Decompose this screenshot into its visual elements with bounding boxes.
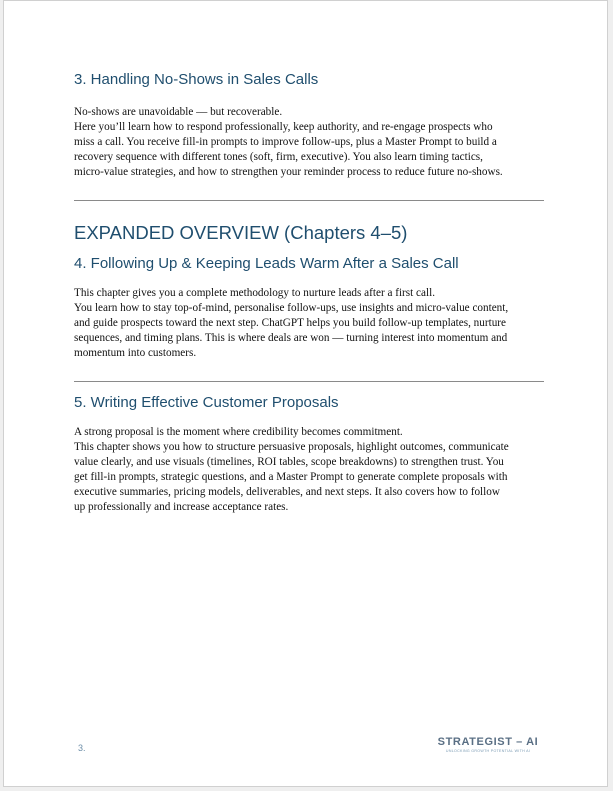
body-line: sequences, and timing plans. This is where deals are won — turning interest into momentum and (74, 332, 508, 344)
body-line: recovery sequence with different tones (soft, firm, executive). You also learn timing tactics, (74, 151, 483, 163)
body-line: miss a call. You receive fill-in prompts to improve follow-ups, plus a Master Prompt to build a (74, 136, 497, 148)
body-line: A strong proposal is the moment where credibility becomes commitment. (74, 426, 403, 438)
body-line: You learn how to stay top-of-mind, personalise follow-ups, use insights and micro-value content, (74, 302, 509, 314)
section-5-body (74, 425, 544, 515)
section-3-body (74, 105, 544, 180)
body-line: This chapter shows you how to structure persuasive proposals, highlight outcomes, communicate (74, 441, 509, 453)
section-divider (74, 381, 544, 382)
body-line: executive summaries, pricing models, deliverables, and next steps. It also covers how to follow (74, 486, 500, 498)
section-3-heading: 3. Handling No-Shows in Sales Calls (74, 71, 319, 88)
body-line: No-shows are unavoidable — but recoverable. (74, 106, 283, 118)
body-line: micro-value strategies, and how to strengthen your reminder process to reduce future no-shows. (74, 166, 503, 178)
body-line: up professionally and increase acceptance rates. (74, 501, 289, 513)
expanded-overview-heading: EXPANDED OVERVIEW (Chapters 4–5) (74, 222, 408, 243)
body-line: and guide prospects toward the next step. ChatGPT helps you build follow-up templates, nurture (74, 317, 506, 329)
section-divider (74, 200, 544, 201)
body-line: get fill-in prompts, strategic questions, and a Master Prompt to generate complete proposals with (74, 471, 508, 483)
strategist-ai-logo (428, 736, 548, 753)
body-line: momentum into customers. (74, 347, 197, 359)
section-5-heading: 5. Writing Effective Customer Proposals (74, 394, 339, 411)
section-4-body (74, 286, 544, 361)
body-line: Here you’ll learn how to respond professionally, keep authority, and re-engage prospects who (74, 121, 493, 133)
logo-tagline: UNLOCKING GROWTH POTENTIAL WITH AI (445, 749, 531, 753)
section-4-heading: 4. Following Up & Keeping Leads Warm After a Sales Call (74, 255, 459, 272)
body-line: This chapter gives you a complete methodology to nurture leads after a first call. (74, 287, 435, 299)
body-line: value clearly, and use visuals (timelines, ROI tables, scope breakdowns) to strengthen trust. You (74, 456, 504, 468)
document-page (3, 0, 608, 787)
logo-wordmark: STRATEGIST – AI (437, 736, 539, 748)
page-number: 3. (78, 743, 86, 753)
